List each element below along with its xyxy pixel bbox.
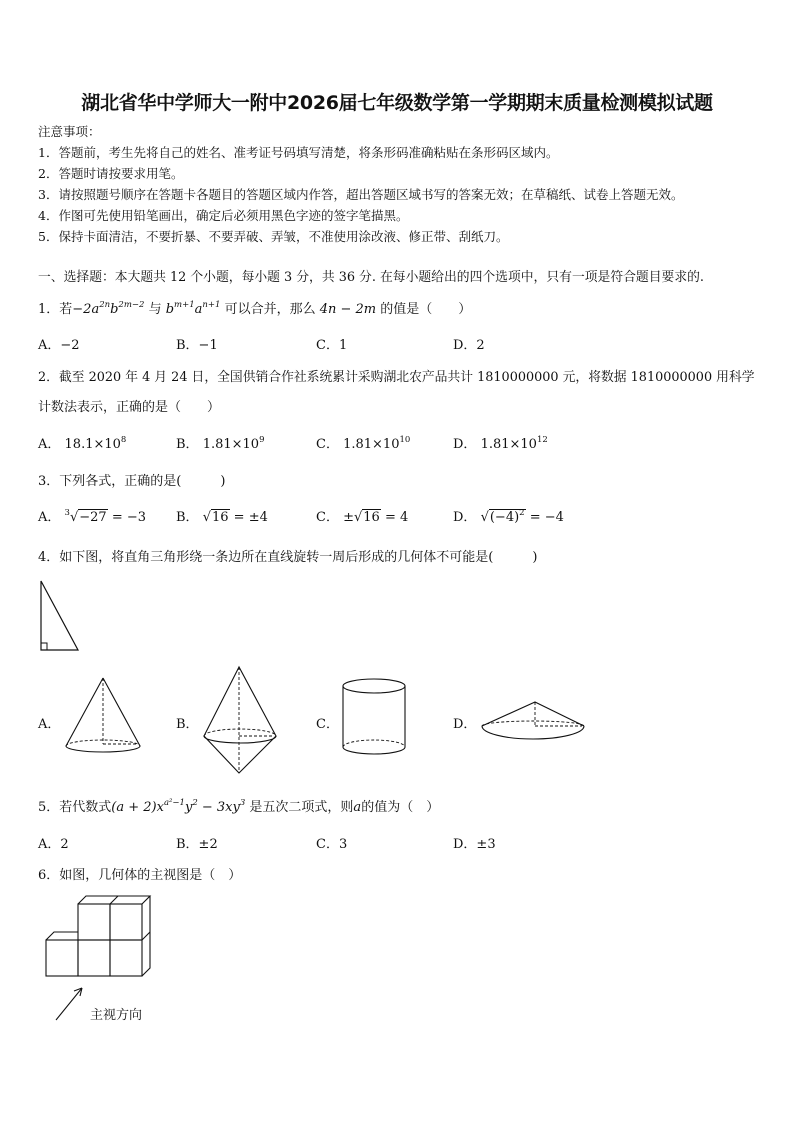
q5-expression: $(a + 2)x^{a^2-1}y^2 - 3xy^3$: [111, 798, 246, 815]
q1-tail: 可以合并，那么: [224, 302, 316, 317]
q5-option-a: A．2: [38, 837, 69, 852]
q1-expr-b: $b^{m+1}a^{n+1}$: [165, 300, 221, 317]
q3-option-c: C． ±√16 = 4: [316, 510, 409, 525]
q2-option-b: B． $1.81\times 10^9$: [176, 435, 265, 452]
notice-heading: 注意事项：: [38, 124, 101, 139]
notice-item: 2．答题时请按要求用笔。: [38, 166, 184, 181]
double-cone-figure: [200, 664, 280, 776]
cylinder-figure: [340, 676, 408, 758]
q4-label-b: B．: [176, 717, 199, 732]
q2-option-d: D． $1.81\times 10^{12}$: [453, 435, 548, 452]
q5-option-b: B．±2: [176, 837, 218, 852]
q1-number: 1．若: [38, 302, 73, 317]
q1-expr-c: 4n − 2m: [319, 302, 377, 317]
q2-line1: 2．截至 2020 年 4 月 24 日，全国供销合作社系统累计采购湖北农产品共计 1810000000 元，将数据 1810000000 用科学: [38, 370, 755, 385]
question-5: 5．若代数式$(a + 2)x^{a^2-1}y^2 - 3xy^3$ 是五次二项式，则a的值为（ ）: [38, 798, 440, 815]
q3-option-a: A． $^3$√−27 = −3: [38, 508, 147, 525]
view-direction-label: 主视方向: [90, 1008, 143, 1023]
q5-option-c: C．3: [316, 837, 348, 852]
question-1: [38, 298, 471, 317]
notice-item: 5．保持卡面清洁，不要折暴、不要弄破、弄皱，不准使用涂改液、修正带、刮纸刀。: [38, 229, 509, 244]
q4-stem: 4．如下图，将直角三角形绕一条边所在直线旋转一周后形成的几何体不可能是( ): [38, 550, 538, 565]
q4-label-d: D．: [453, 717, 477, 732]
q4-label-a: A．: [38, 717, 61, 732]
q3-option-d: D． $√(-4)^2 = -4$: [453, 508, 564, 525]
q2-option-c: C． $1.81\times 10^{10}$: [316, 435, 411, 452]
cone-figure: [62, 674, 144, 754]
q3-stem: 3．下列各式，正确的是( ): [38, 474, 226, 489]
section-heading: 一、选择题：本大题共 12 个小题，每小题 3 分，共 36 分. 在每小题给出的四个选项中，只有一项是符合题目要求的.: [38, 270, 704, 285]
q1-end: 的值是（ ）: [380, 302, 472, 317]
q4-label-c: C．: [316, 717, 339, 732]
q5-option-d: D．±3: [453, 837, 496, 852]
q2-option-a: A． $18.1\times 10^8$: [38, 435, 127, 452]
q6-stem: 6．如图，几何体的主视图是（ ）: [38, 868, 242, 883]
notice-item: 3．请按照题号顺序在答题卡各题目的答题区域内作答，超出答题区域书写的答案无效；在草稿纸、试卷上答题无效。: [38, 187, 684, 202]
q1-option-a: A．−2: [38, 338, 80, 353]
notice-item: 1．答题前，考生先将自己的姓名、准考证号码填写清楚，将条形码准确粘贴在条形码区域内。: [38, 145, 559, 160]
q1-mid: 与: [148, 302, 162, 317]
q1-expr-a: $-2a^{2n}b^{2m-2}$: [72, 300, 145, 317]
q1-option-d: D．2: [453, 338, 485, 353]
right-triangle-figure: [38, 578, 82, 654]
q1-option-c: C．1: [316, 338, 348, 353]
notice-item: 4．作图可先使用铅笔画出，确定后必须用黑色字迹的签字笔描黑。: [38, 208, 409, 223]
page-title: 湖北省华中学师大一附中2026届七年级数学第一学期期末质量检测模拟试题: [81, 92, 713, 114]
q3-option-b: B． √16 = ±4: [176, 510, 268, 525]
q1-option-b: B．−1: [176, 338, 218, 353]
q2-line2: 计数法表示，正确的是（ ）: [38, 400, 221, 415]
flat-cone-figure: [478, 696, 588, 746]
